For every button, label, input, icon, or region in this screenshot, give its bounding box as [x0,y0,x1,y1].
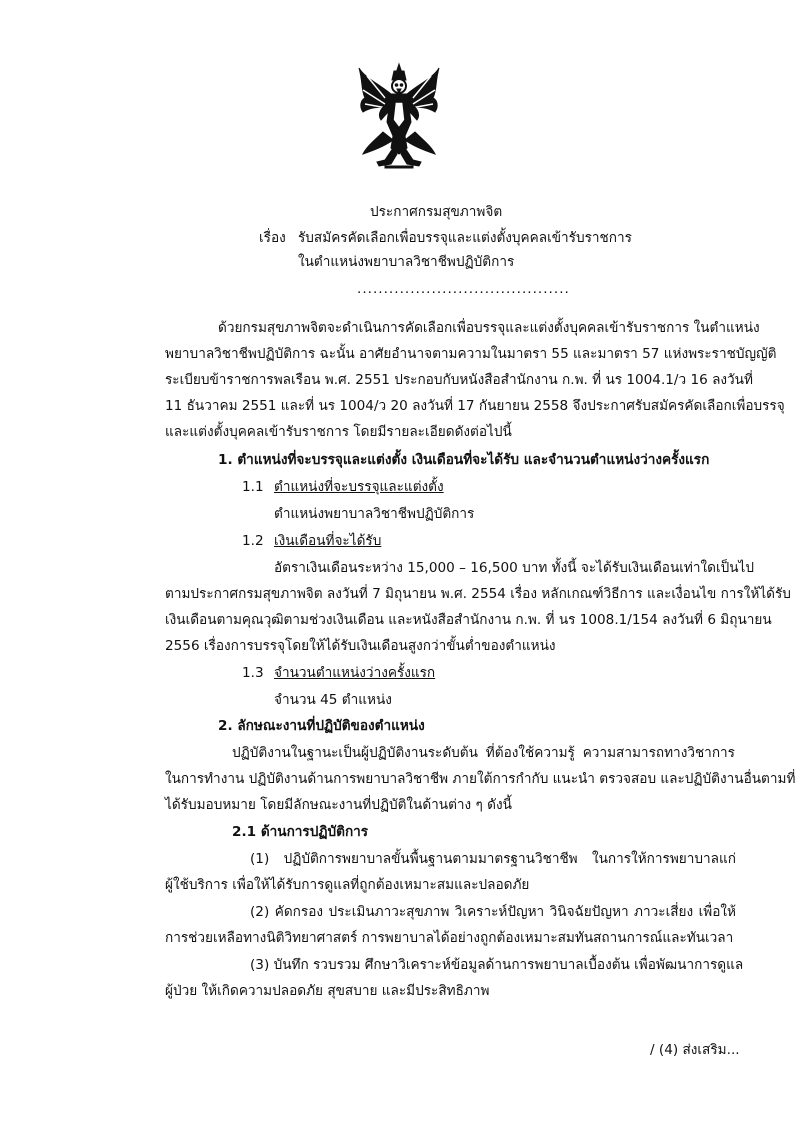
section-2-1-heading: 2.1 ด้านการปฏิบัติการ [232,824,369,840]
intro-line: พยาบาลวิชาชีพปฏิบัติการ ฉะนั้น อาศัยอำนาจตามความในมาตรา 55 และมาตรา 57 แห่งพระราชบัญญัติ [165,346,777,362]
duty-item-second-line: การช่วยเหลือทางนิติวิทยาศาสตร์ การพยาบาลได้อย่างถูกต้องเหมาะสมทันสถานการณ์และทันเวลา [165,930,734,946]
duty-item-first-line: (2) คัดกรอง ประเมินภาวะสุขภาพ วิเคราะห์ปัญหา วินิจฉัยปัญหา ภาวะเสี่ยง เพื่อให้ [250,904,736,920]
announcement-title: ประกาศกรมสุขภาพจิต [370,204,503,220]
duty-item-second-line: ผู้ป่วย ให้เกิดความปลอดภัย สุขสบาย และมีประสิทธิภาพ [165,983,490,999]
section-1-1-title: ตำแหน่งที่จะบรรจุและแต่งตั้ง [274,479,444,495]
section-2-heading: 2. ลักษณะงานที่ปฏิบัติของตำแหน่ง [218,718,425,734]
intro-line: และแต่งตั้งบุคคลเข้ารับราชการ โดยมีรายละเอียดดังต่อไปนี้ [165,424,512,440]
header-divider: ........................................ [357,281,570,297]
section-1-2-title: เงินเดือนที่จะได้รับ [274,533,382,549]
section-1-1-text: ตำแหน่งพยาบาลวิชาชีพปฏิบัติการ [274,506,475,522]
salary-line: อัตราเงินเดือนระหว่าง 15,000 – 16,500 บาท ทั้งนี้ จะได้รับเงินเดือนเท่าใดเป็นไป [274,560,754,576]
subject-line-2: ในตำแหน่งพยาบาลวิชาชีพปฏิบัติการ [298,254,515,270]
subject-label: เรื่อง [259,230,286,246]
garuda-emblem-icon [355,62,443,170]
section-1-2-number: 1.2 [242,533,264,549]
section-2-line: ปฏิบัติงานในฐานะเป็นผู้ปฏิบัติงานระดับต้น ที่ต้องใช้ความรู้ ความสามารถทางวิชาการ [232,745,735,761]
subject-line-1: รับสมัครคัดเลือกเพื่อบรรจุและแต่งตั้งบุคคลเข้ารับราชการ [298,230,632,246]
salary-line: ตามประกาศกรมสุขภาพจิต ลงวันที่ 7 มิถุนายน พ.ศ. 2554 เรื่อง หลักเกณฑ์วิธีการ และเงื่อนไข การให้ได้รับ [165,586,791,602]
section-1-3-text: จำนวน 45 ตำแหน่ง [274,692,392,708]
section-1-heading: 1. ตำแหน่งที่จะบรรจุและแต่งตั้ง เงินเดือนที่จะได้รับ และจำนวนตำแหน่งว่างครั้งแรก [218,452,710,468]
section-2-line: ในการทำงาน ปฏิบัติงานด้านการพยาบาลวิชาชีพ ภายใต้การกำกับ แนะนำ ตรวจสอบ และปฏิบัติงานอื่นตามที่ [165,771,796,787]
duty-item-first-line: (3) บันทึก รวบรวม ศึกษาวิเคราะห์ข้อมูลด้านการพยาบาลเบื้องต้น เพื่อพัฒนาการดูแล [250,957,744,973]
section-1-1-number: 1.1 [242,479,264,495]
duty-item-first-line: (1) ปฏิบัติการพยาบาลขั้นพื้นฐานตามมาตรฐานวิชาชีพ ในการให้การพยาบาลแก่ [250,851,736,867]
duty-item-second-line: ผู้ใช้บริการ เพื่อให้ได้รับการดูแลที่ถูกต้องเหมาะสมและปลอดภัย [165,877,530,893]
intro-line: ระเบียบข้าราชการพลเรือน พ.ศ. 2551 ประกอบกับหนังสือสำนักงาน ก.พ. ที่ นร 1004.1/ว 16 ลงวันที่ [165,372,753,388]
continuation-note: / (4) ส่งเสริม... [650,1042,740,1058]
section-1-3-number: 1.3 [242,665,264,681]
section-2-line: ได้รับมอบหมาย โดยมีลักษณะงานที่ปฏิบัติในด้านต่าง ๆ ดังนี้ [165,797,512,813]
intro-line: ด้วยกรมสุขภาพจิตจะดำเนินการคัดเลือกเพื่อบรรจุและแต่งตั้งบุคคลเข้ารับราชการ ในตำแหน่ง [218,320,760,336]
intro-line: 11 ธันวาคม 2551 และที่ นร 1004/ว 20 ลงวันที่ 17 กันยายน 2558 จึงประกาศรับสมัครคัดเลือกเพื่อบรรจุ [165,398,785,414]
section-1-3-title: จำนวนตำแหน่งว่างครั้งแรก [274,665,436,681]
salary-line: เงินเดือนตามคุณวุฒิตามช่วงเงินเดือน และหนังสือสำนักงาน ก.พ. ที่ นร 1008.1/154 ลงวันที่ 6 มิถุนายน [165,612,772,628]
salary-line: 2556 เรื่องการบรรจุโดยให้ได้รับเงินเดือนสูงกว่าขั้นต่ำของตำแหน่ง [165,638,556,654]
